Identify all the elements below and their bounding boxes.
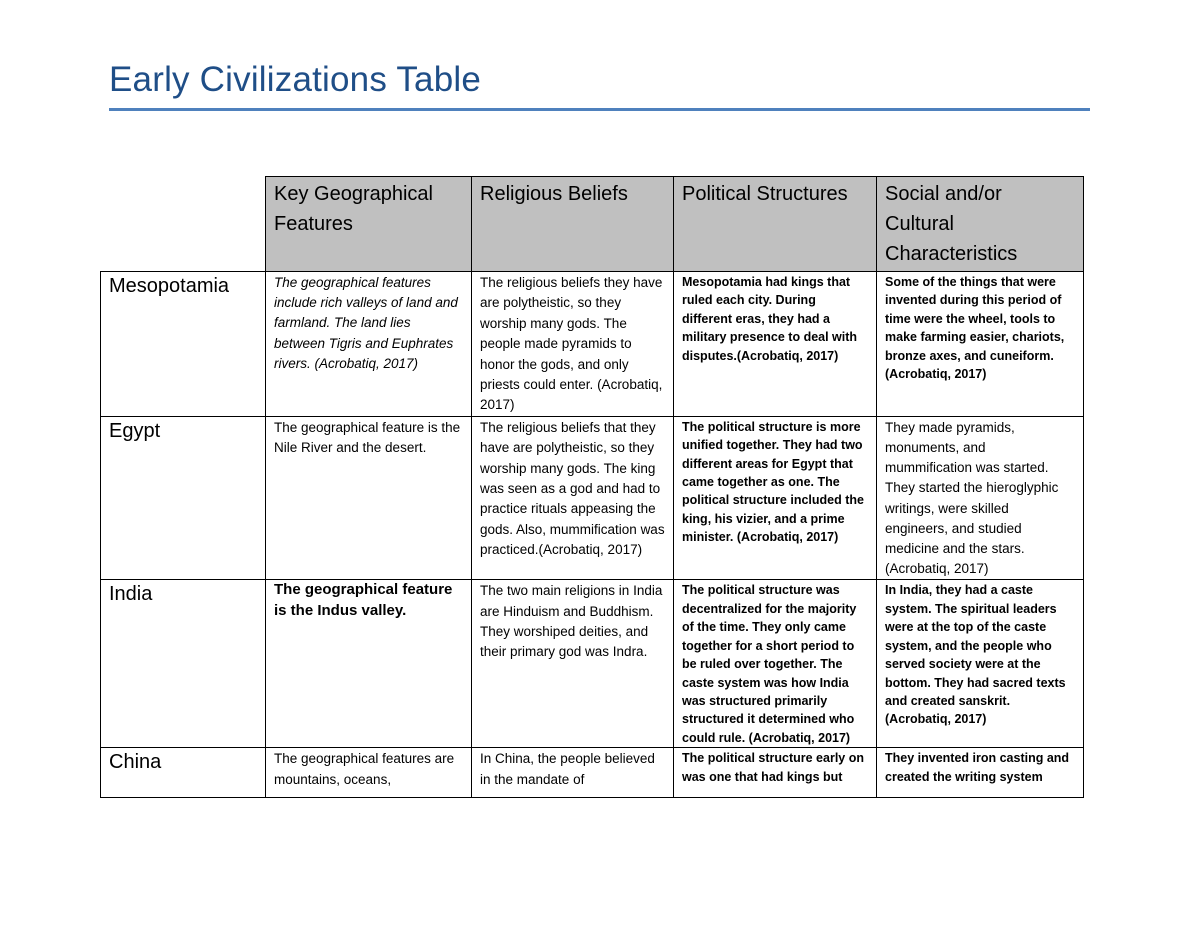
header-corner-cell <box>101 177 266 272</box>
cell-india-geography: The geographical feature is the Indus valley. <box>266 580 472 748</box>
header-religion: Religious Beliefs <box>472 177 674 272</box>
cell-egypt-religion: The religious beliefs that they have are polytheistic, so they worship many gods. The king was seen as a god and had to practice rituals appeasing the gods. Also, mummification was practiced.(Acrobatiq, 2017) <box>472 416 674 580</box>
cell-china-social: They invented iron casting and created the writing system <box>877 748 1084 798</box>
row-label-india: India <box>101 580 266 748</box>
cell-china-religion: In China, the people believed in the mandate of <box>472 748 674 798</box>
civilizations-table <box>100 176 1084 798</box>
cell-india-politics: The political structure was decentralized for the majority of the time. They only came together for a short period to be ruled over together. The caste system was how India was structured primarily structured it determined who could rule. (Acrobatiq, 2017) <box>674 580 877 748</box>
cell-china-geography: The geographical features are mountains, oceans, <box>266 748 472 798</box>
table-row <box>101 416 1084 580</box>
document-title: Early Civilizations Table <box>109 60 482 99</box>
table-row <box>101 580 1084 748</box>
cell-china-politics: The political structure early on was one that had kings but <box>674 748 877 798</box>
cell-egypt-social: They made pyramids, monuments, and mummification was started. They started the hieroglyphic writings, were skilled engineers, and studied medicine and the stars.(Acrobatiq, 2017) <box>877 416 1084 580</box>
row-label-mesopotamia: Mesopotamia <box>101 272 266 417</box>
cell-india-religion: The two main religions in India are Hinduism and Buddhism. They worshiped deities, and their primary god was Indra. <box>472 580 674 748</box>
cell-mesopotamia-politics: Mesopotamia had kings that ruled each city. During different eras, they had a military presence to deal with disputes.(Acrobatiq, 2017) <box>674 272 877 417</box>
table-header-row <box>101 177 1084 272</box>
title-underline <box>109 108 1090 111</box>
row-label-china: China <box>101 748 266 798</box>
cell-mesopotamia-geography: The geographical features include rich valleys of land and farmland. The land lies between Tigris and Euphrates rivers. (Acrobatiq, 2017) <box>266 272 472 417</box>
cell-india-social: In India, they had a caste system. The spiritual leaders were at the top of the caste system, and the people who served society were at the bottom. They had sacred texts and created sanskrit. (Acrobatiq, 2017) <box>877 580 1084 748</box>
cell-mesopotamia-religion: The religious beliefs they have are polytheistic, so they worship many gods. The people made pyramids to honor the gods, and only priests could enter. (Acrobatiq, 2017) <box>472 272 674 417</box>
cell-mesopotamia-social: Some of the things that were invented during this period of time were the wheel, tools to make farming easier, chariots, bronze axes, and cuneiform. (Acrobatiq, 2017) <box>877 272 1084 417</box>
table-row <box>101 272 1084 417</box>
table-row <box>101 748 1084 798</box>
header-politics: Political Structures <box>674 177 877 272</box>
row-label-egypt: Egypt <box>101 416 266 580</box>
cell-egypt-politics: The political structure is more unified together. They had two different areas for Egypt that came together as one. The political structure included the king, his vizier, and a prime minister. (Acrobatiq, 2017) <box>674 416 877 580</box>
cell-egypt-geography: The geographical feature is the Nile River and the desert. <box>266 416 472 580</box>
header-geography: Key Geographical Features <box>266 177 472 272</box>
header-social: Social and/or Cultural Characteristics <box>877 177 1084 272</box>
